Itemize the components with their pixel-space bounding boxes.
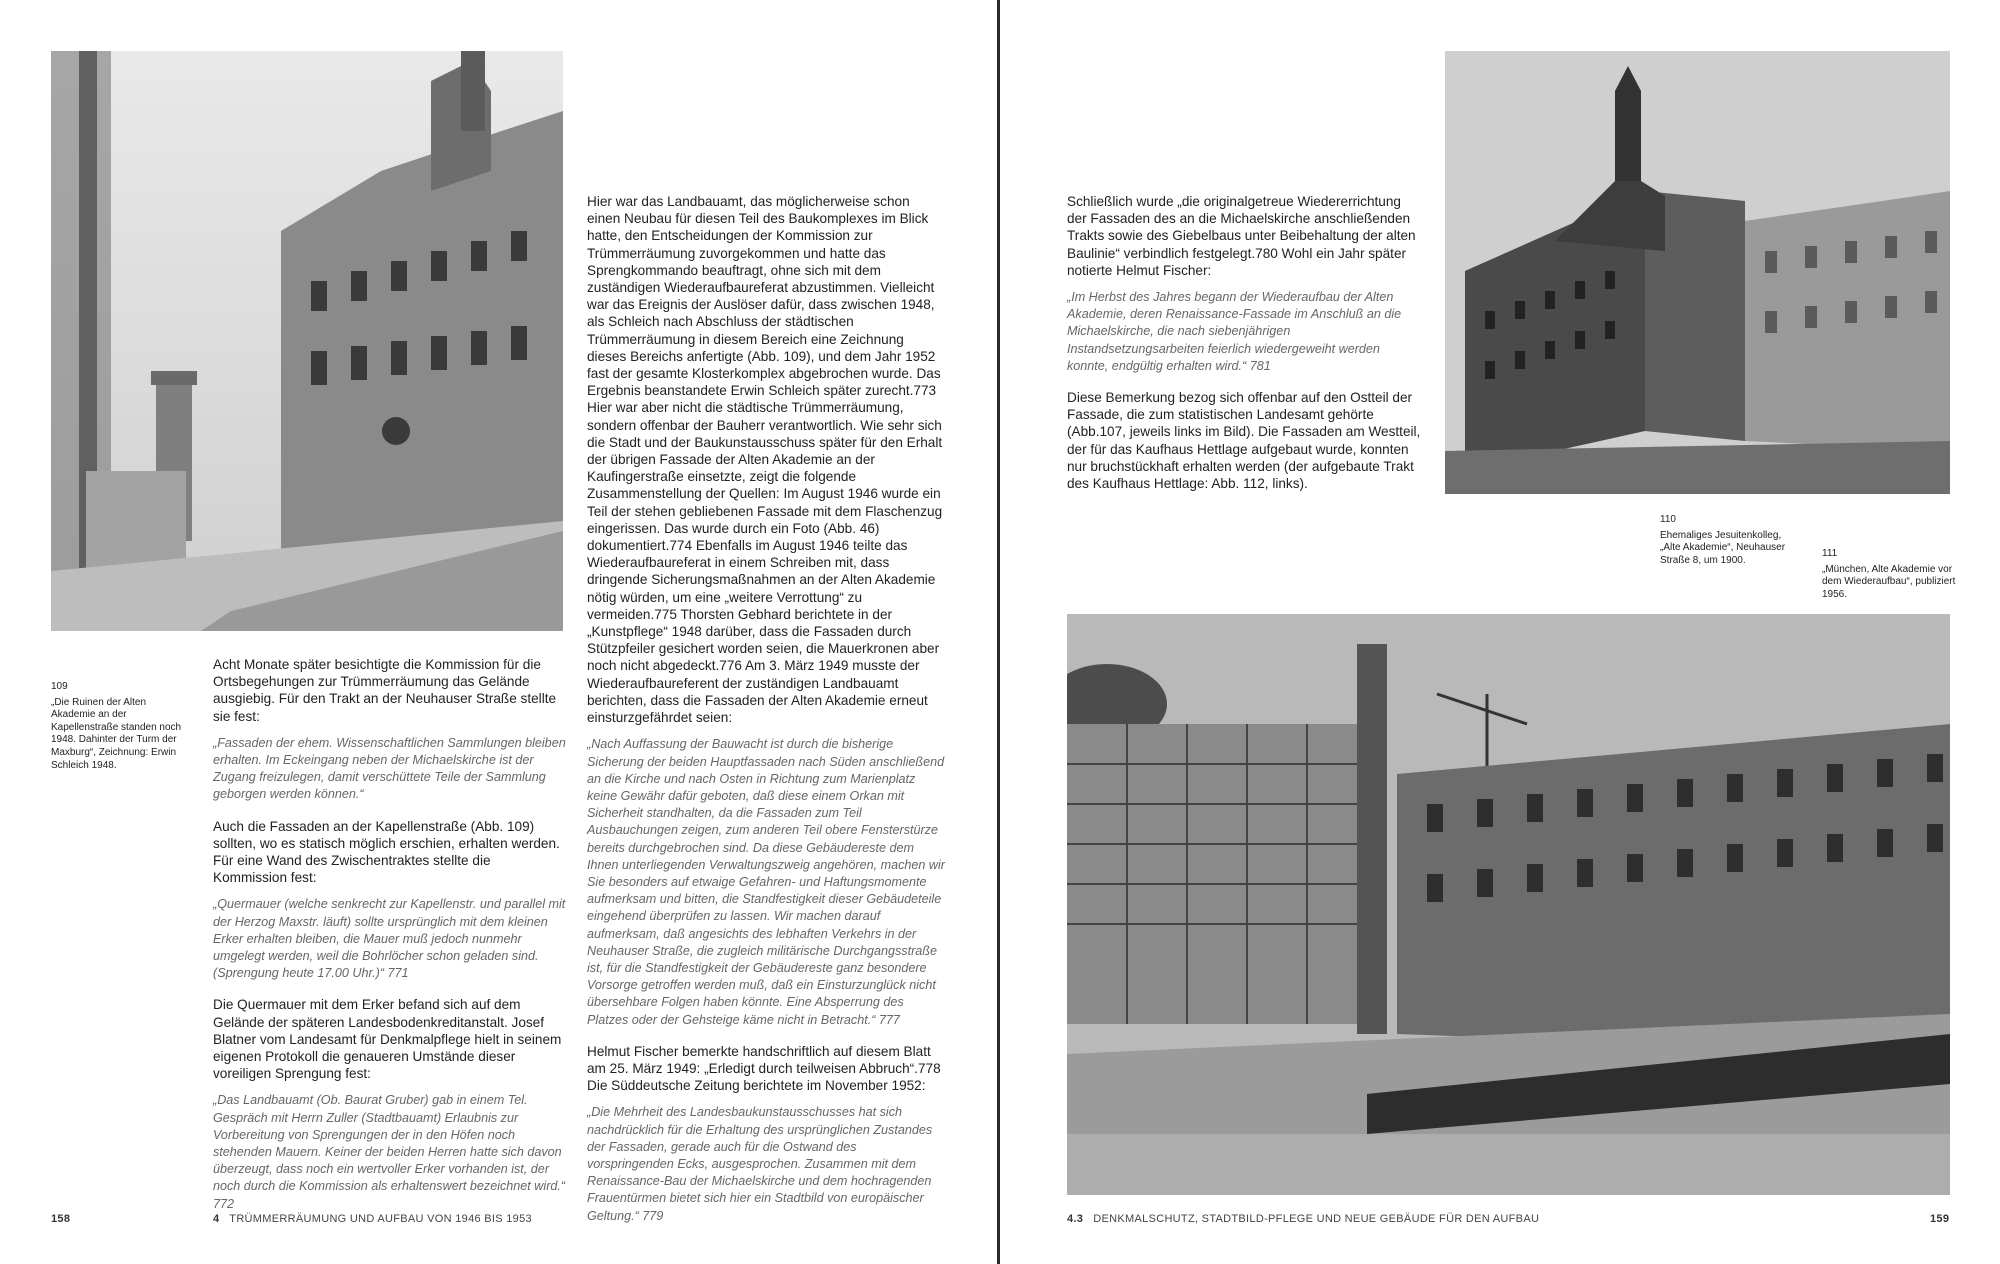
footer-left (51, 1213, 70, 1225)
footer-left-running-title (213, 1213, 532, 1225)
column-2-content (587, 193, 945, 1225)
block-quote: „Nach Auffassung der Bauwacht ist durch die bisherige Sicherung der beiden Hauptfassaden nach Süden anschließend an die Kirche und nach Osten in Richtung zum Marienplatz keine Gewähr dafür geboten, daß diese einem Orkan mit Sicherheit standhalten, da die Fassaden zum Teil Ausbauchungen zeigen, zum anderen Teil obere Fensterstürze bereits durchgebrochen sind. Da diese Gebäudereste dem Ihnen unterliegenden Verwaltungszweig angehören, machen wir Sie besonders auf etwaige Gefahren- und Haftungsmomente aufmerksam und bitten, die Standfestigkeit dieser Gebäudeteile eingehend überprüfen zu lassen. Wir machen darauf aufmerksam, daß angesichts des lebhaften Verkehrs in der Neuhauser Straße, die zugleich militärische Durchgangsstraße ist, für die Standfestigkeit der Gebäudereste ganz besondere Vorsorge getroffen werden muß, daß ein Einsturzunglück nicht übersehbare Folgen haben könnte. Eine Absperrung des Platzes oder der Gehsteige käme nicht in Betracht.“ 777 (587, 737, 945, 1027)
column-1 (213, 656, 567, 1227)
body-paragraph: Die Quermauer mit dem Erker befand sich auf dem Gelände der späteren Landesbodenkreditanstalt. Josef Blatner vom Landesamt für Denkmalpflege hielt in seinem eigenen Protokoll die genaueren Umstände dieser voreiligen Sprengung fest: (213, 997, 562, 1082)
right-column-content (1067, 193, 1422, 492)
chapter-number: 4 (213, 1213, 220, 1225)
body-paragraph: Schließlich wurde „die originalgetreue Wiedererrichtung der Fassaden des an die Michaelskirche anschließenden Trakts sowie des Giebelbaus unter Beibehaltung der alten Baulinie“ verbindlich festgelegt.780 Wohl ein Jahr später notierte Helmut Fischer: (1067, 194, 1416, 278)
body-paragraph: Auch die Fassaden an der Kapellenstraße (Abb. 109) sollten, wo es statisch möglich erschien, erhalten werden. Für eine Wand des Zwischentraktes stellte die Kommission fest: (213, 818, 560, 886)
caption-number: 109 (51, 681, 68, 692)
caption-109 (51, 681, 186, 772)
body-paragraph: Acht Monate später besichtigte die Kommission für die Ortsbegehungen zur Trümmerräumung das Gelände ausgiebig. Für den Trakt an der Neuhauser Straße stellte sie fest: (213, 657, 557, 724)
block-quote: „Das Landbauamt (Ob. Baurat Gruber) gab in einem Tel. Gespräch mit Herrn Zuller (Stadtbauamt) Erlaubnis zur Vorbereitung von Sprengungen der in den Höfen noch stehenden Mauern. Keiner der beiden Herren hatte sich davon überzeugt, dass noch ein wertvoller Erker vorhanden ist, der noch durch die Kommission als erhaltenswert bezeichnet wird.“ 772 (213, 1093, 566, 1211)
column-2 (587, 193, 945, 1239)
figure-110-photo (1445, 51, 1950, 494)
caption-text: „München, Alte Akademie vor dem Wiederaufbau“, publiziert 1956. (1822, 563, 1956, 600)
caption-110 (1660, 514, 1795, 567)
page-number: 159 (1930, 1213, 1950, 1225)
figure-111-photo (1067, 614, 1950, 1195)
caption-111 (1822, 548, 1957, 601)
figure-109-drawing (51, 51, 563, 631)
block-quote: „Im Herbst des Jahres begann der Wiederaufbau der Alten Akademie, deren Renaissance-Fassade im Anschluß an die Michaelskirche, die nach siebenjährigen Instandsetzungsarbeiten feierlich wiedergeweiht werden konnte, endgültig erhalten wird.“ 781 (1067, 290, 1402, 373)
body-paragraph: Helmut Fischer bemerkte handschriftlich auf diesem Blatt am 25. März 1949: „Erledigt durch teilweisen Abbruch“.778 Die Süddeutsche Zeitung berichtete im November 1952: (587, 1043, 941, 1094)
chapter-title: TRÜMMERRÄUMUNG UND AUFBAU VON 1946 BIS 1953 (229, 1213, 532, 1225)
footer-right (1930, 1213, 1949, 1225)
right-column (1067, 193, 1422, 502)
caption-number: 110 (1660, 514, 1676, 525)
caption-text: Ehemaliges Jesuitenkolleg, „Alte Akademie“, Neuhauser Straße 8, um 1900. (1660, 529, 1786, 566)
page-number: 158 (51, 1213, 71, 1225)
caption-number: 111 (1822, 548, 1838, 559)
block-quote: „Die Mehrheit des Landesbaukunstausschusses hat sich nachdrücklich für die Erhaltung des ursprünglichen Zustandes der Fassaden, gerade auch für die Ostwand des vorspringenden Ecks, ausgesprochen. Zusammen mit dem Renaissance-Bau der Michaelskirche und dem hochragenden Frauentürmen bietet sich hier ein Stadtbild von europäischer Geltung.“ 779 (587, 1105, 933, 1223)
body-paragraph: Diese Bemerkung bezog sich offenbar auf den Ostteil der Fassade, die zum statistischen Landesamt gehörte (Abb.107, jeweils links im Bild). Die Fassaden am Westteil, der für das Kaufhaus Hettlage aufgebaut wurde, konnten nur bruchstückhaft erhalten werden (der aufgebaute Trakt des Kaufhaus Hettlage: Abb. 112, links). (1067, 390, 1421, 492)
body-paragraph: Hier war das Landbauamt, das möglicherweise schon einen Neubau für diesen Teil des Baukomplexes im Blick hatte, den Entscheidungen der Kommission zur Trümmerräumung zuvorgekommen und hatte das Sprengkommando beauftragt, ohne sich mit dem zuständigen Wiederaufbaureferat abzustimmen. Vielleicht war das Ereignis der Auslöser dafür, dass zwischen 1948, als Schleich nach Abschluss der städtischen Trümmerräumung in diesem Bereich eine Zeichnung dieses Bereichs anfertigte (Abb. 109), und dem Jahr 1952 fast der gesamte Klosterkomplex abgebrochen wurde. Das Ergebnis beanstandete Erwin Schleich später zurecht.773 Hier war aber nicht die städtische Trümmerräumung, sondern offenbar der Bauherr verantwortlich. Wie sehr sich die Stadt und der Baukunstausschuss später für den Erhalt der übrigen Fassade der Alten Akademie an der Kaufingerstraße einsetzte, zeigt die folgende Zusammenstellung der Quellen: Im August 1946 wurde ein Teil der stehen gebliebenen Fassade mit dem Flaschenzug eingerissen. Das wurde durch ein Foto (Abb. 46) dokumentiert.774 Ebenfalls im August 1946 teilte das Wiederaufbaureferat in einem Schreiben mit, dass dringende Sicherungsmaßnahmen an der Alten Akademie nötig würden, um eine „weitere Verrottung“ zu vermeiden.775 Thorsten Gebhard berichtete in der „Kunstpflege“ 1948 darüber, dass die Fassaden durch Stützpfeiler gesichert worden seien, die Mauerkronen aber noch nicht abgedeckt.776 Am 3. März 1949 musste der Wiederaufbaureferent der zuständigen Landbauamt berichten, dass die Fassaden der Alten Akademie erneut einsturzgefährdet seien: (587, 194, 943, 726)
column-1-content (213, 656, 567, 1213)
block-quote: „Fassaden der ehem. Wissenschaftlichen Sammlungen bleiben erhalten. Im Eckeingang neben der Michaelskirche ist der Zugang freizulegen, damit verschüttete Teile der Sammlung geborgen werden können.“ (213, 735, 566, 802)
block-quote: „Quermauer (welche senkrecht zur Kapellenstr. und parallel mit der Herzog Maxstr. läuft) sollte ursprünglich mit dem kleinen Erker erhalten bleiben, die Mauer muß jedoch nunmehr umgelegt werden, weil die Bohrlöcher schon geladen sind. (Sprengung heute 17.00 Uhr.)“ 771 (213, 897, 566, 981)
chapter-title: DENKMALSCHUTZ, STADTBILD-PFLEGE UND NEUE GEBÄUDE FÜR DEN AUFBAU (1093, 1213, 1540, 1225)
footer-right-running-title (1067, 1213, 1539, 1225)
right-page (1000, 0, 2000, 1264)
chapter-number: 4.3 (1067, 1213, 1084, 1225)
caption-text: „Die Ruinen der Alten Akademie an der Kapellenstraße standen noch 1948. Dahinter der Turm der Maxburg“, Zeichnung: Erwin Schleich 1948. (51, 696, 182, 771)
